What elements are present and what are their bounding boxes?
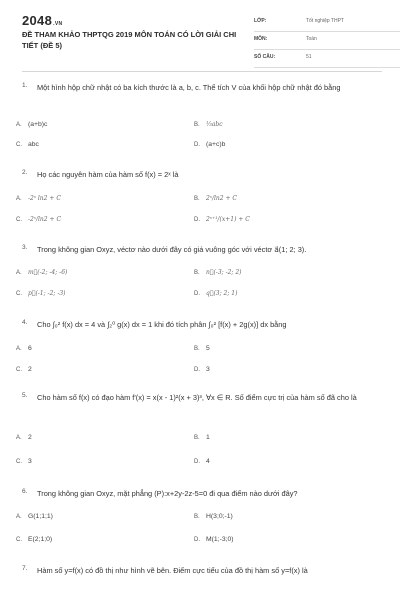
- option-a[interactable]: A. m⃗(-2; -4; -6): [16, 269, 68, 276]
- option-a[interactable]: A. (a+b)c: [16, 121, 48, 128]
- header: [22, 0, 382, 64]
- option-a[interactable]: A. -2ˣ ln2 + C: [16, 195, 61, 202]
- meta-info: [254, 14, 400, 68]
- question-text: Trong không gian Oxyz, véctơ nào dưới đây có giá vuông góc với véctơ a⃗(1; 2; 3).: [37, 245, 307, 254]
- header-divider: [22, 71, 382, 72]
- option-a[interactable]: A. 2: [16, 434, 32, 441]
- option-c[interactable]: C. -2ˣ/ln2 + C: [16, 216, 62, 223]
- question-text: Họ các nguyên hàm của hàm số f(x) = 2ˣ là: [37, 170, 179, 179]
- meta-question-count: SỐ CÂU: 51: [254, 50, 400, 68]
- question-6: 6. Trong không gian Oxyz, mặt phẳng (P):x+2y-2z-5=0 đi qua điểm nào dưới đây?: [22, 488, 382, 499]
- option-c[interactable]: C. 3: [16, 458, 32, 465]
- option-b[interactable]: B. ⅓abc: [194, 121, 223, 128]
- question-7: 7. Hàm số y=f(x) có đồ thị như hình vẽ bên. Điểm cực tiểu của đồ thị hàm số y=f(x) là: [22, 565, 382, 576]
- exam-title: ĐỀ THAM KHẢO THPTQG 2019 MÔN TOÁN CÓ LỜI GIẢI CHI TIẾT (ĐỀ 5): [22, 30, 237, 50]
- option-c[interactable]: C. 2: [16, 366, 32, 373]
- question-text: Một hình hộp chữ nhật có ba kích thước là a, b, c. Thể tích V của khối hộp chữ nhật đó bằng: [37, 83, 341, 92]
- option-d[interactable]: D. q⃗(3; 2; 1): [194, 290, 238, 297]
- option-d[interactable]: D. 3: [194, 366, 210, 373]
- question-text: Cho ∫₀² f(x) dx = 4 và ∫₂⁰ g(x) dx = 1 khi đó tích phân ∫₀² [f(x) + 2g(x)] dx bằng: [37, 320, 287, 329]
- question-5: 5. Cho hàm số f(x) có đạo hàm f'(x) = x(x - 1)²(x + 3)³, ∀x ∈ R. Số điểm cực trị của hàm số đã cho là: [22, 392, 382, 403]
- option-a[interactable]: A. G(1;1;1): [16, 513, 53, 520]
- option-c[interactable]: C. p⃗(-1; -2; -3): [16, 290, 66, 297]
- option-c[interactable]: C. E(2;1;0): [16, 536, 53, 543]
- option-a[interactable]: A. 6: [16, 345, 32, 352]
- option-b[interactable]: B. H(3;0;-1): [194, 513, 233, 520]
- question-1: 1. Một hình hộp chữ nhật có ba kích thước là a, b, c. Thể tích V của khối hộp chữ nhật đó bằng: [22, 82, 382, 93]
- question-2: 2. Họ các nguyên hàm của hàm số f(x) = 2ˣ là: [22, 169, 382, 180]
- question-text: Cho hàm số f(x) có đạo hàm f'(x) = x(x - 1)²(x + 3)³, ∀x ∈ R. Số điểm cực trị của hàm số đã cho là: [37, 393, 357, 402]
- question-4: 4. Cho ∫₀² f(x) dx = 4 và ∫₂⁰ g(x) dx = 1 khi đó tích phân ∫₀² [f(x) + 2g(x)] dx bằng: [22, 319, 382, 330]
- option-d[interactable]: D. M(1;-3;0): [194, 536, 234, 543]
- option-d[interactable]: D. 2ˣ⁺¹/(x+1) + C: [194, 216, 250, 223]
- meta-subject: MÔN: Toán: [254, 32, 400, 50]
- option-b[interactable]: B. n⃗(-3; -2; 2): [194, 269, 242, 276]
- option-b[interactable]: B. 5: [194, 345, 210, 352]
- question-text: Hàm số y=f(x) có đồ thị như hình vẽ bên. Điểm cực tiểu của đồ thị hàm số y=f(x) là: [37, 566, 308, 575]
- meta-class: LỚP: Tốt nghiệp THPT: [254, 14, 400, 32]
- option-d[interactable]: D. (a+c)b: [194, 141, 226, 148]
- option-c[interactable]: C. abc: [16, 141, 39, 148]
- option-b[interactable]: B. 2ˣ/ln2 + C: [194, 195, 238, 202]
- question-text: Trong không gian Oxyz, mặt phẳng (P):x+2y-2z-5=0 đi qua điểm nào dưới đây?: [37, 489, 298, 498]
- option-b[interactable]: B. 1: [194, 434, 210, 441]
- option-d[interactable]: D. 4: [194, 458, 210, 465]
- logo: 2048.VN: [22, 13, 63, 28]
- question-3: 3. Trong không gian Oxyz, véctơ nào dưới đây có giá vuông góc với véctơ a⃗(1; 2; 3).: [22, 244, 382, 255]
